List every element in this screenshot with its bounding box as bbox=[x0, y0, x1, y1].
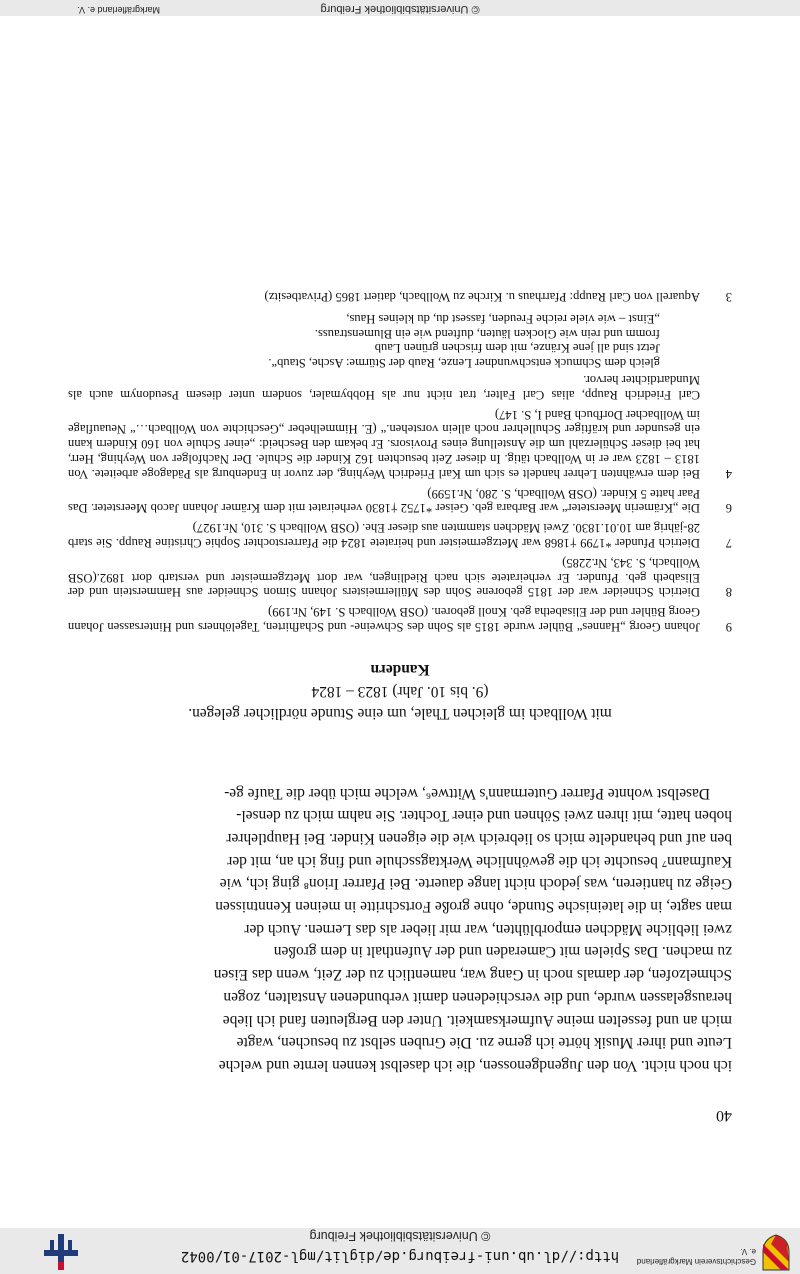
library-copyright: © Universitätsbibliothek Freiburg bbox=[309, 1229, 491, 1243]
document-url[interactable]: http://dl.ub.uni-freiburg.de/diglit/mgl-2017-01/0042 bbox=[180, 1248, 620, 1264]
footnote-number bbox=[700, 309, 732, 402]
footnote-number: 4 bbox=[725, 466, 732, 481]
footnote-text: Carl Friedrich Raupp, alias Carl Falter, trat nicht nur als Hobbymaler, sondern unter diesem Pseudonym auch als Mundartdichter hervor. bbox=[68, 373, 700, 402]
text-line: Schmelzofen, der damals noch in Gang war, namentlich zu der Zeit, wenn das Eisen bbox=[213, 966, 732, 984]
footnote-number: 9 bbox=[725, 620, 732, 634]
heading-title: Kandern bbox=[370, 661, 430, 678]
footnote bbox=[68, 309, 732, 402]
viewer-footer-bar bbox=[0, 0, 800, 16]
poem bbox=[68, 311, 700, 370]
heading-subtitle: (9. bis 10. Jahr) 1823 – 1824 bbox=[311, 683, 489, 700]
footnote-number: 3 bbox=[725, 290, 732, 305]
footnote-text: Die „Krämerin Meersteter“ war Barbara geb. Geiser *1752 †1830 verheiratet mit dem Krämer Johann Jacob Meersteter. Das Paar hatte 5 Kinder. (OSB Wollbach, S. 280, Nr.1599) bbox=[68, 486, 700, 516]
page-number: 40 bbox=[716, 1107, 732, 1124]
university-library-logo-icon bbox=[42, 1234, 80, 1270]
text-line: herausgelassen wurde, und die verschiedenen damit verbundenen Anstalten, zogen bbox=[223, 988, 732, 1006]
footnote bbox=[68, 289, 732, 304]
text-line: Daselbst wohnte Pfarrer Gutermann's Wittwe⁶, welche mich über die Taufe ge- bbox=[224, 784, 710, 802]
footnote-number: 8 bbox=[725, 585, 732, 600]
footnote-text: Johann Georg „Hannes“ Bühler wurde 1815 als Sohn des Schweine- und Schafhirten, Tagelöhners und Hintersassen Johann Georg Bühler und der Elisabetha geb. Knoll geboren. (OSB Wollbach S. 149, Nr.199) bbox=[68, 605, 700, 634]
text-line: man sagte, in die lateinische Stunde, ohne große Fortschritte in meinen Kenntnissen bbox=[215, 898, 732, 916]
poem-line: „Einst – wie viele reiche Freuden, fassest du, du kleines Haus, bbox=[346, 311, 660, 326]
footnote bbox=[68, 407, 732, 481]
text-line: mich an und fesselten meine Aufmerksamkeit. Unter den Bergleuten fand ich liebe bbox=[222, 1011, 732, 1029]
main-text bbox=[68, 781, 732, 1076]
poem-line: Jetzt sind all jene Kränze, mit dem frischen grünen Laub bbox=[374, 341, 660, 356]
footer-library: © Universitätsbibliothek Freiburg bbox=[320, 3, 480, 15]
footnote-number: 7 bbox=[725, 536, 732, 551]
text-line: ich noch nicht. Von den Jugendgenossen, die ich daselbst kennen lernte und welche bbox=[218, 1057, 732, 1074]
footnote-text: Dietrich Schneider war der 1815 geborene Sohn des Müllermeisters Johann Simon Schneider aus Hammerstein und der Elisabeth geb. Pfunder. Er verheiratete sich nach Riedlingen, war dort Metzgermeister und verstarb dort 1892.(OSB Wollbach, S. 343, Nr.2285) bbox=[68, 555, 700, 600]
footnote bbox=[68, 555, 732, 599]
footnotes bbox=[68, 284, 732, 639]
footnote-text: Bei dem erwähnten Lehrer handelt es sich um Karl Friedrich Weyhing, der zuvor in Endenburg als Pädagoge arbeitete. Von 1813 – 1823 war er in Wollbach tätig. In dieser Zeit besuchten 162 Kinder die Schule. Der Nachfolger von Weyhing, Herr, hat bei dieser Schülerzahl um die Anstellung eines Provisors. Er bekam den Bescheid: „einer Schule von 160 Kindern kann ein gesunder und kräftiger Schullehrer noch allein vorstehen.“ (E. Himmelheber „Geschichte von Wollbach…“ Neuauflage im Wollbacher Dorfbuch Band I, S. 147) bbox=[68, 407, 700, 481]
footnote bbox=[68, 486, 732, 516]
heading-line3: mit Wollbach im gleichen Thale, um eine Stunde nördlicher gelegen. bbox=[188, 705, 612, 722]
text-line: Leute und ihrer Musik hörte ich gerne zu. Die Gruben selbst zu besuchen, wagte bbox=[236, 1034, 732, 1052]
text-line: ben auf und behandelte mich so liebreich wie die eigenen Kinder. Bei Hauptlehrer bbox=[226, 829, 732, 847]
text-line: zu machen. Das Spielen mit Cameraden und der Aufenthalt in dem großen bbox=[273, 943, 732, 961]
text-line: Geige zu hantieren, was jedoch nicht lange dauerte. Bei Pfarrer Irion⁸ ging ich, wie bbox=[219, 875, 732, 893]
footnote bbox=[68, 604, 732, 634]
footnote-number: 6 bbox=[725, 501, 732, 516]
text-line: zwei liebliche Mädchen emporblühten, war mir lieber als das Lernen. Auch der bbox=[244, 920, 732, 938]
poem-line: gleich dem Schmuck entschwundner Lenze, Raub der Stürme: Asche, Staub“. bbox=[268, 356, 660, 371]
society-logo-text: Geschichtsverein Markgräflerland e. V. bbox=[636, 1247, 756, 1266]
text-line: hoben hatte, mit ihren zwei Söhnen und einer Tochter. Sie nahm mich zu densel- bbox=[236, 807, 732, 825]
text-line: Kaufmann⁷ besuchte ich die gewöhnliche Werktagsschule und fing ich an, mit der bbox=[227, 852, 732, 870]
chapter-heading bbox=[68, 658, 732, 724]
footnote-text: Aquarell von Carl Raupp: Pfarrhaus u. Kirche zu Wollbach, datiert 1865 (Privatbesitz) bbox=[264, 290, 700, 305]
footnote bbox=[68, 520, 732, 550]
footnote-text: Dietrich Pfunder *1799 †1868 war Metzgermeister und heiratete 1824 die Pfarrerstochter Sophie Christine Raupp. Sie starb 28-jährig am 10.01.1830. Zwei Mädchen stammten aus dieser Ehe. (OSB Wollbach S. 310, Nr.1927) bbox=[68, 521, 700, 551]
poem-line: fromm und rein wie Glocken läuten, duftend wie ein Blumenstrauss. bbox=[314, 326, 660, 341]
footer-society: Markgräflerland e. V. bbox=[77, 5, 160, 15]
viewer-header-bar bbox=[0, 1228, 800, 1274]
